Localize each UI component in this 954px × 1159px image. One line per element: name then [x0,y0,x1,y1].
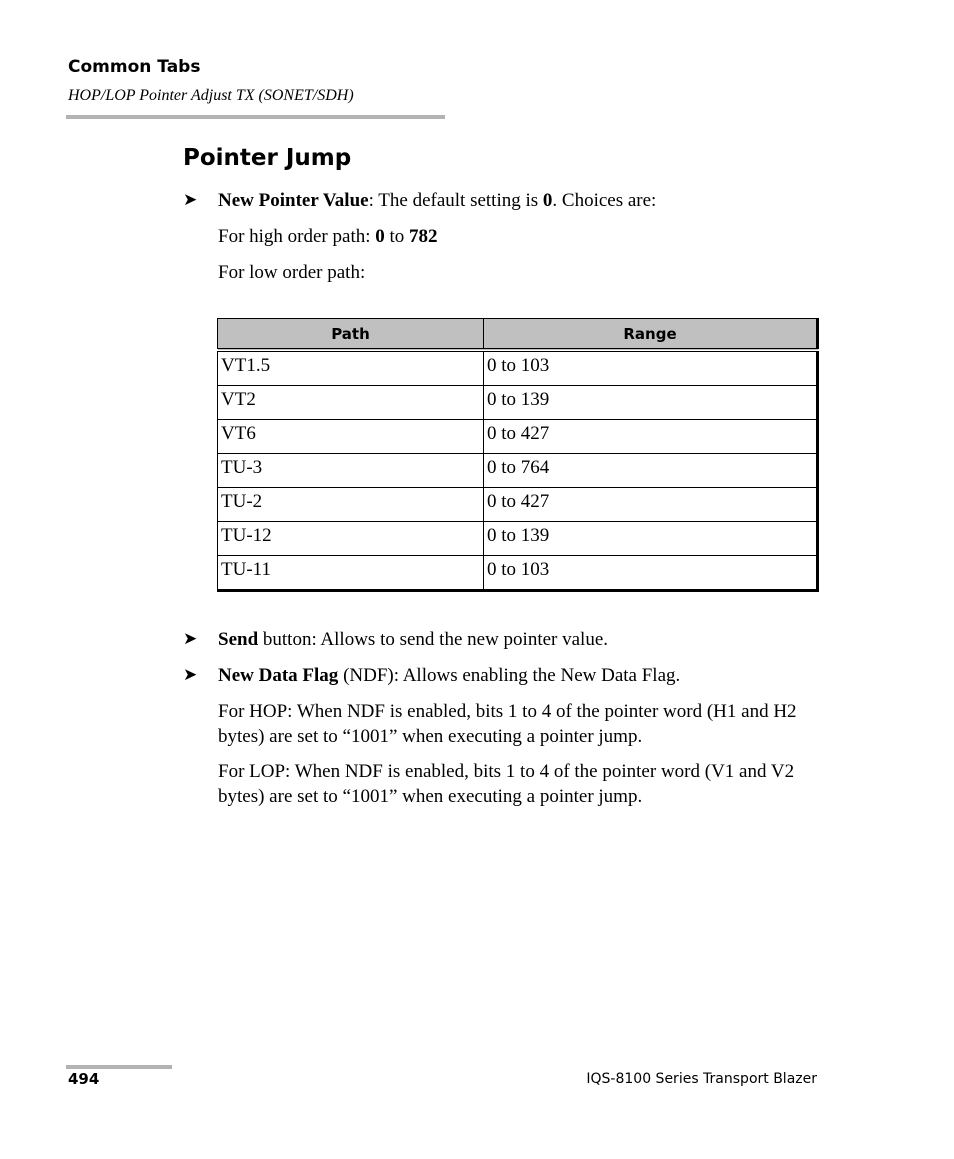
new-pointer-value-term: New Pointer Value [218,190,369,211]
table-row [218,420,818,454]
arrowhead-bullet-icon: ➤ [183,629,198,649]
table-row [218,522,818,556]
path-cell: VT2 [218,386,484,420]
arrowhead-bullet-icon: ➤ [183,665,198,685]
low-order-label: For low order path: [218,262,366,283]
range-cell: 0 to 427 [484,488,818,522]
path-cell: TU-11 [218,556,484,591]
range-cell: 0 to 764 [484,454,818,488]
header-rule [66,115,445,119]
page-number: 494 [68,1070,100,1088]
range-cell: 0 to 139 [484,522,818,556]
npv-default-value: 0 [542,190,553,211]
table-header-row [218,319,818,351]
npv-text-2: . Choices are: [552,190,657,211]
npv-text-1: : The default setting is [368,190,543,211]
column-header-range: Range [484,319,818,351]
new-data-flag-item [218,663,818,688]
table-row [218,386,818,420]
high-order-to: to [384,226,410,247]
new-pointer-value-item [218,188,818,213]
send-item [218,627,818,652]
high-order-max: 782 [409,226,438,247]
table-row [218,350,818,386]
low-order-range-table [217,318,819,592]
section-title: Pointer Jump [183,145,352,171]
range-cell: 0 to 103 [484,556,818,591]
ndf-description: (NDF): Allows enabling the New Data Flag. [338,665,681,686]
path-cell: TU-3 [218,454,484,488]
send-term: Send [218,629,259,650]
table-row [218,454,818,488]
arrowhead-bullet-icon: ➤ [183,190,198,210]
column-header-path: Path [218,319,484,351]
footer-rule [66,1065,172,1069]
high-order-label: For high order path: [218,226,376,247]
path-cell: VT1.5 [218,350,484,386]
range-cell: 0 to 139 [484,386,818,420]
high-order-range [218,224,818,249]
send-description: button: Allows to send the new pointer value. [258,629,609,650]
table-row [218,488,818,522]
path-cell: VT6 [218,420,484,454]
range-cell: 0 to 427 [484,420,818,454]
lop-paragraph: For LOP: When NDF is enabled, bits 1 to 4 of the pointer word (V1 and V2 bytes) are set to “1001” when executing a pointer jump. [218,761,795,807]
path-cell: TU-12 [218,522,484,556]
path-cell: TU-2 [218,488,484,522]
hop-paragraph: For HOP: When NDF is enabled, bits 1 to 4 of the pointer word (H1 and H2 bytes) are set to “1001” when executing a pointer jump. [218,701,797,747]
running-header-subtitle: HOP/LOP Pointer Adjust TX (SONET/SDH) [68,87,354,104]
table-row [218,556,818,591]
running-header-title: Common Tabs [68,57,201,77]
document-name: IQS-8100 Series Transport Blazer [586,1071,817,1087]
range-cell: 0 to 103 [484,350,818,386]
high-order-min: 0 [375,226,385,247]
ndf-term: New Data Flag [218,665,339,686]
